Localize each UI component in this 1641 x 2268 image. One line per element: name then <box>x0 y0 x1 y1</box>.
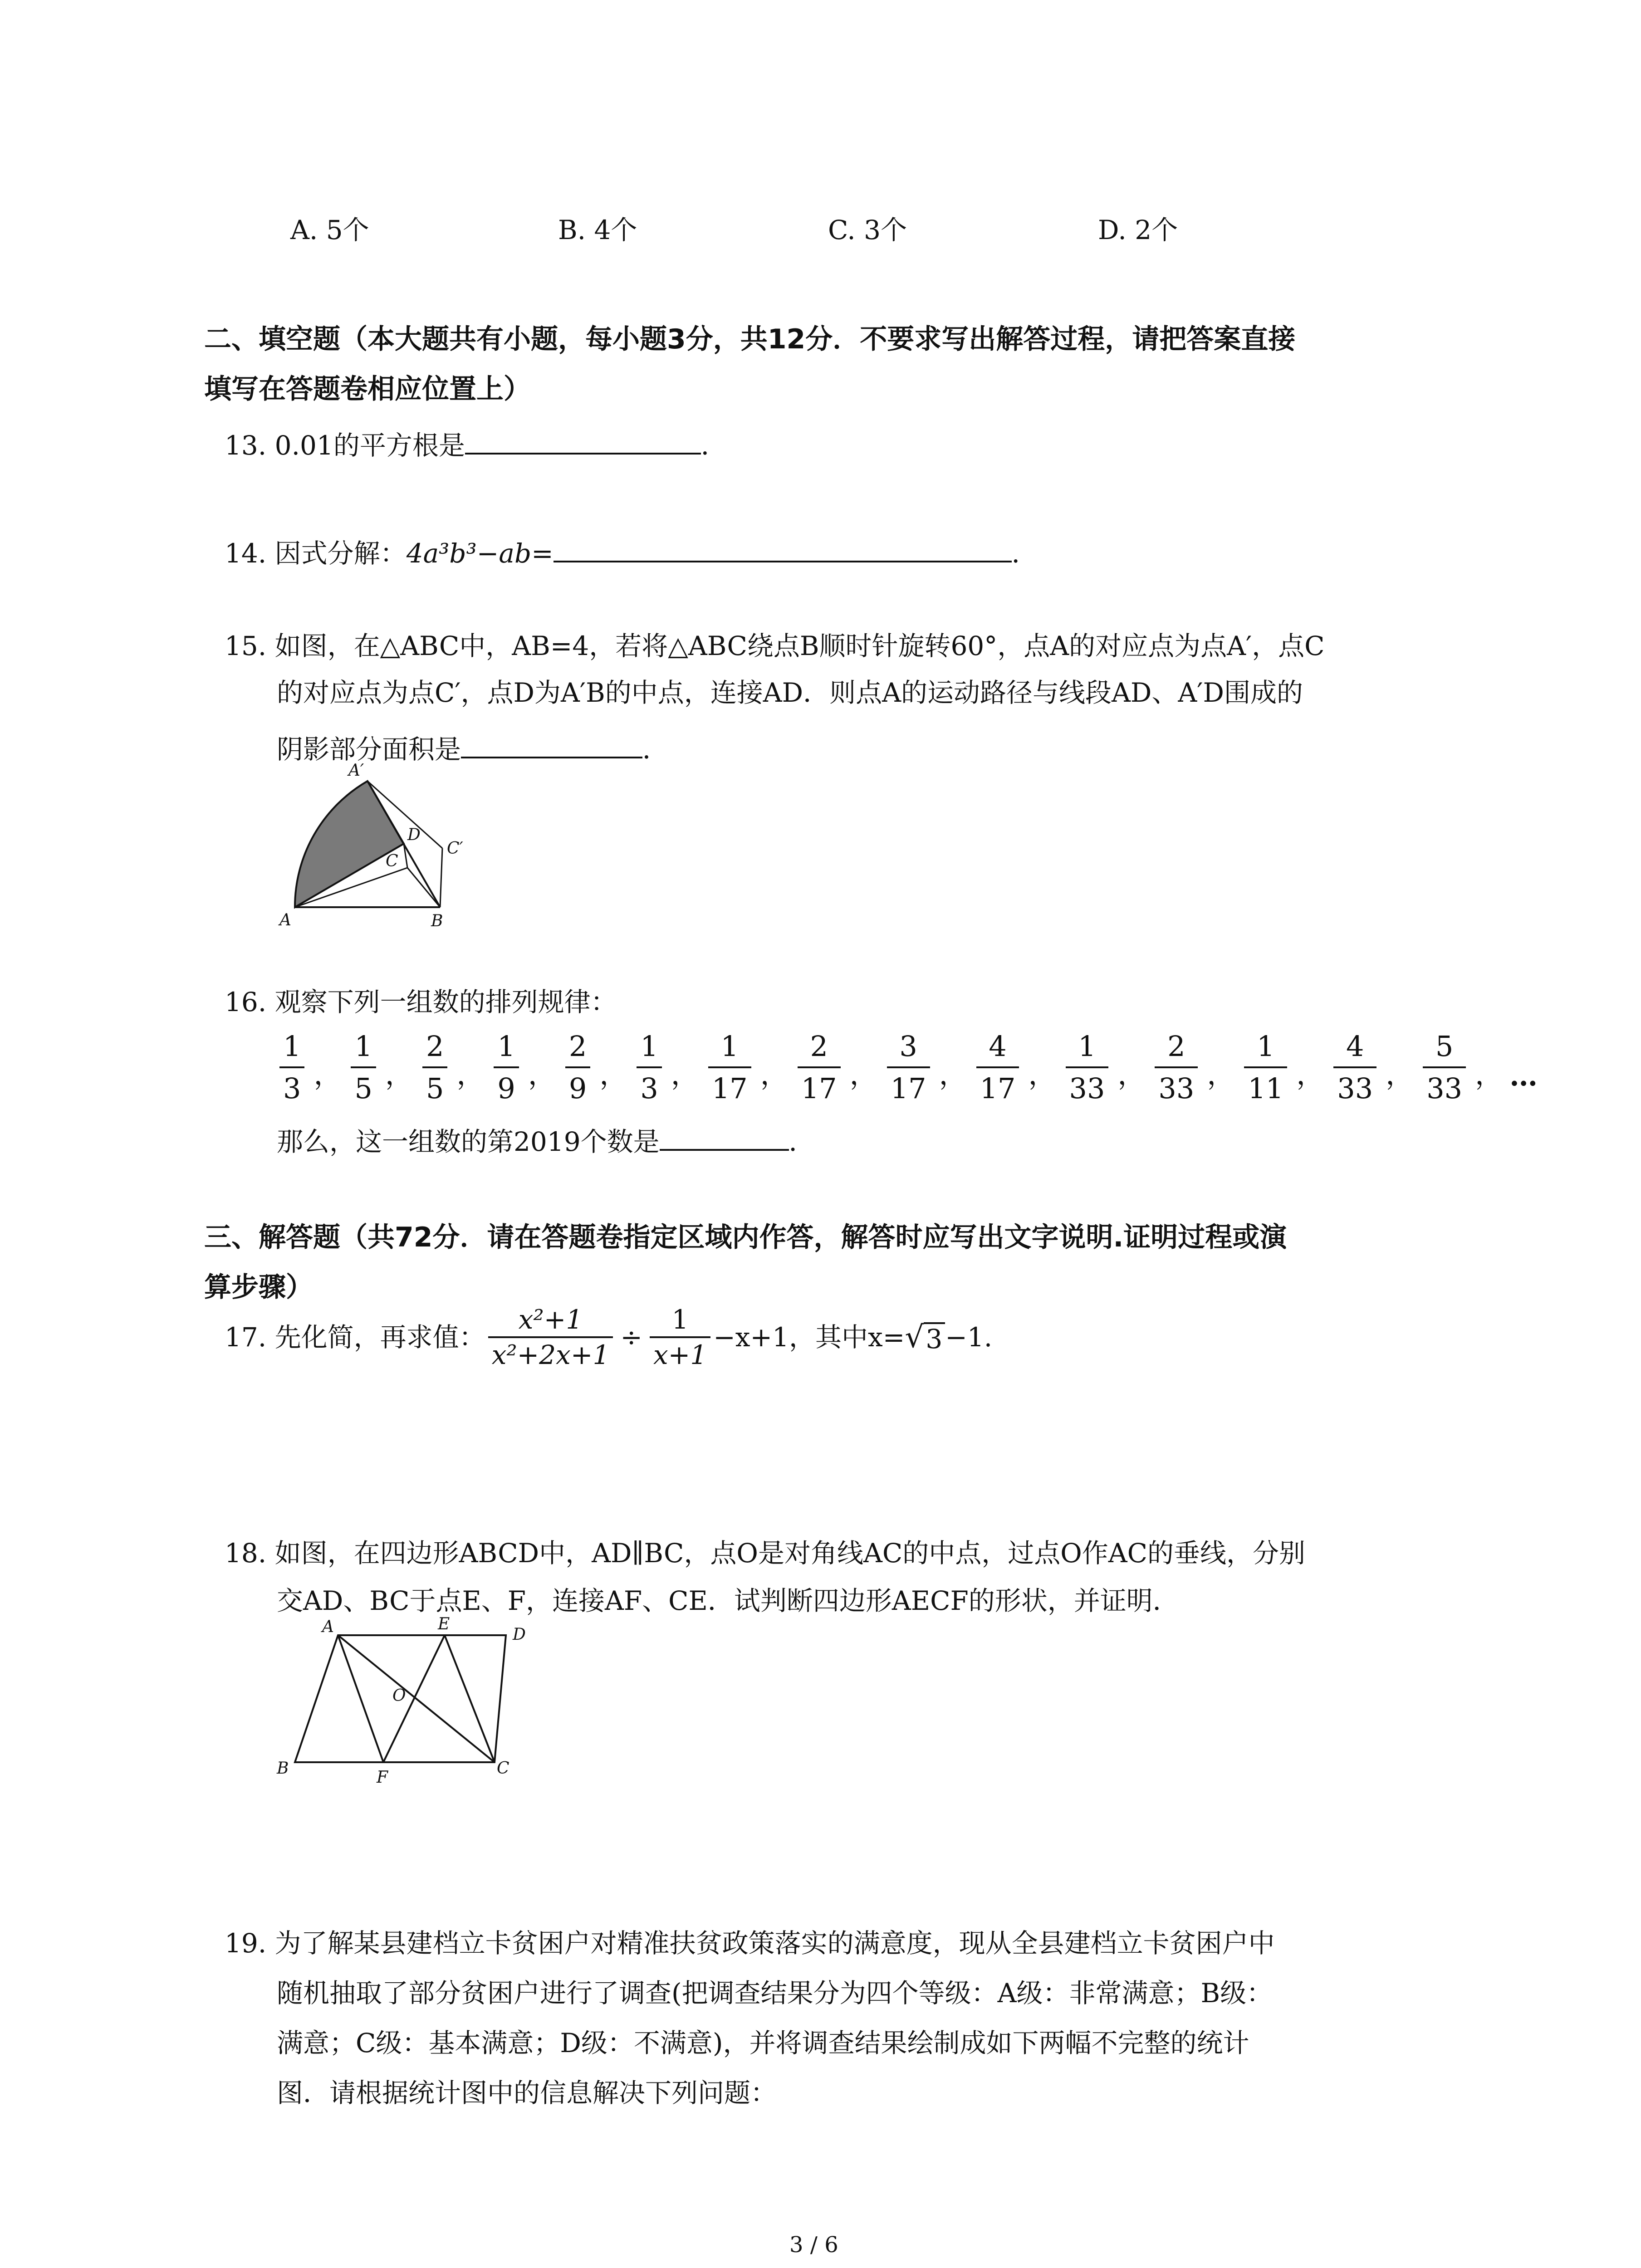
fraction-denominator: 5 <box>354 1072 372 1105</box>
q14-end: ． <box>1011 538 1038 569</box>
sequence-fraction <box>1155 1030 1198 1105</box>
fraction-denominator: 9 <box>568 1072 587 1105</box>
option-d: D. 2个 <box>1098 215 1178 245</box>
sequence-fraction <box>798 1030 841 1105</box>
fraction-numerator: 2 <box>1155 1030 1198 1068</box>
q19-line1: 19. 为了解某县建档立卡贫困户对精准扶贫政策落实的满意度，现从全县建档立卡贫困户中 <box>225 1928 1275 1959</box>
sequence-fraction <box>351 1030 376 1105</box>
fraction-numerator: 2 <box>565 1030 590 1068</box>
sequence-separator: ， <box>1475 1058 1504 1091</box>
label-e: E <box>438 1615 450 1633</box>
label-a: A <box>322 1618 334 1636</box>
q17-frac1-numerator: x²+1 <box>488 1306 613 1338</box>
sequence-fraction <box>1333 1030 1376 1105</box>
fraction-sequence <box>277 1030 1538 1105</box>
sequence-separator: ， <box>760 1058 789 1091</box>
q16-line3 <box>277 1123 815 1155</box>
sequence-fraction <box>565 1030 590 1105</box>
figure-quadrilateral-abcd <box>268 1615 558 1796</box>
sequence-separator: ， <box>1386 1058 1414 1091</box>
sequence-fraction <box>422 1030 447 1105</box>
section2-heading-line2: 填写在答题卷相应位置上） <box>204 373 531 405</box>
fraction-numerator: 5 <box>1423 1030 1466 1068</box>
q17-sqrt: √ 3 <box>905 1322 945 1352</box>
q17-tail: −1. <box>945 1322 993 1353</box>
label-a-prime: A′ <box>348 761 364 780</box>
fraction-denominator: 3 <box>283 1072 301 1105</box>
segment-cb <box>407 868 440 907</box>
q18-line1: 18. 如图，在四边形ABCD中，AD∥BC，点O是对角线AC的中点，过点O作AC的垂线，分别 <box>225 1538 1306 1569</box>
sequence-separator: ， <box>599 1058 628 1091</box>
q17-rest: −x+1，其中x= <box>713 1322 905 1353</box>
fraction-numerator: 4 <box>1333 1030 1376 1068</box>
segment-ce <box>445 1635 495 1762</box>
sequence-separator: ， <box>671 1058 699 1091</box>
sequence-separator: ， <box>1028 1058 1057 1091</box>
question-13 <box>225 426 727 459</box>
q19-line3: 满意；C级：基本满意；D级：不满意)，并将调查结果绘制成如下两幅不完整的统计 <box>277 2028 1249 2058</box>
q18-line2: 交AD、BC于点E、F，连接AF、CE．试判断四边形AECF的形状，并证明． <box>277 1585 1179 1616</box>
q19-line4: 图．请根据统计图中的信息解决下列问题： <box>277 2077 777 2108</box>
label-c: C <box>386 852 398 870</box>
answer-blank-16[interactable] <box>660 1123 789 1151</box>
q17-frac2-denominator: x+1 <box>653 1339 707 1370</box>
sequence-fraction <box>494 1030 519 1105</box>
fraction-denominator: 11 <box>1248 1072 1284 1105</box>
fraction-denominator: 3 <box>640 1072 658 1105</box>
fraction-numerator: 4 <box>976 1030 1019 1068</box>
section3-heading-line1: 三、解答题（共72分．请在答题卷指定区域内作答，解答时应写出文字说明.证明过程或演 <box>204 1222 1287 1253</box>
q14-expression: 4a³b³−ab= <box>406 538 554 569</box>
answer-blank-14[interactable] <box>554 534 1012 562</box>
fraction-denominator: 33 <box>1426 1072 1463 1105</box>
q15-line2: 的对应点为点C′，点D为A′B的中点，连接AD．则点A的运动路径与线段AD、A′D围成的 <box>277 677 1303 708</box>
sequence-separator: ， <box>939 1058 967 1091</box>
fraction-numerator: 1 <box>1066 1030 1109 1068</box>
q13-end: ． <box>700 430 727 461</box>
label-o: O <box>392 1686 406 1705</box>
sequence-fraction <box>708 1030 751 1105</box>
fraction-numerator: 3 <box>887 1030 930 1068</box>
q15-line3-text: 阴影部分面积是 <box>277 734 461 765</box>
sequence-fraction <box>887 1030 930 1105</box>
fraction-denominator: 17 <box>801 1072 837 1105</box>
fraction-denominator: 17 <box>890 1072 926 1105</box>
sequence-separator: ， <box>849 1058 878 1091</box>
fraction-denominator: 33 <box>1158 1072 1195 1105</box>
fraction-numerator: 1 <box>279 1030 304 1068</box>
fraction-denominator: 9 <box>497 1072 515 1105</box>
fraction-numerator: 2 <box>422 1030 447 1068</box>
q15-end: ． <box>642 734 669 765</box>
question-17 <box>225 1306 992 1368</box>
page-number: 3 / 6 <box>789 2232 838 2258</box>
fraction-numerator: 1 <box>351 1030 376 1068</box>
section3-heading-line2: 算步骤） <box>204 1271 313 1303</box>
sequence-separator: ， <box>314 1058 342 1091</box>
segment-c-prime-b <box>440 848 442 907</box>
answer-blank-15[interactable] <box>461 730 642 758</box>
fraction-denominator: 33 <box>1069 1072 1105 1105</box>
q16-line3-text: 那么，这一组数的第2019个数是 <box>277 1126 660 1157</box>
label-b: B <box>277 1759 289 1778</box>
label-c-prime: C′ <box>447 839 463 858</box>
fraction-numerator: 1 <box>637 1030 661 1068</box>
sequence-fraction <box>1244 1030 1287 1105</box>
q14-prefix: 14. 因式分解： <box>225 538 407 569</box>
sequence-fraction <box>279 1030 304 1105</box>
answer-blank-13[interactable] <box>465 426 701 455</box>
fraction-denominator: 17 <box>980 1072 1016 1105</box>
q17-frac2-numerator: 1 <box>650 1306 710 1338</box>
q17-fraction-2 <box>650 1306 710 1368</box>
sequence-ellipsis: … <box>1509 1059 1538 1092</box>
fraction-numerator: 1 <box>708 1030 751 1068</box>
fraction-denominator: 33 <box>1337 1072 1373 1105</box>
fraction-numerator: 1 <box>494 1030 519 1068</box>
sequence-separator: ， <box>1296 1058 1325 1091</box>
q16-line1: 16. 观察下列一组数的排列规律： <box>225 987 617 1017</box>
sequence-separator: ， <box>1117 1058 1146 1091</box>
sequence-fraction <box>1066 1030 1109 1105</box>
label-d: D <box>513 1625 526 1644</box>
sequence-separator: ， <box>456 1058 485 1091</box>
fraction-numerator: 1 <box>1244 1030 1287 1068</box>
sequence-separator: ， <box>1207 1058 1235 1091</box>
fraction-denominator: 5 <box>426 1072 444 1105</box>
label-c: C <box>497 1759 509 1778</box>
sequence-fraction <box>1423 1030 1466 1105</box>
option-a: A. 5个 <box>290 215 369 245</box>
q16-end: ． <box>789 1126 815 1157</box>
q17-frac1-denominator: x²+2x+1 <box>491 1339 610 1370</box>
option-b: B. 4个 <box>558 215 637 245</box>
q17-prefix: 17. 先化简，再求值： <box>225 1322 485 1353</box>
label-d: D <box>407 826 421 844</box>
sequence-separator: ， <box>528 1058 556 1091</box>
section2-heading-line1: 二、填空题（本大题共有小题，每小题3分，共12分．不要求写出解答过程，请把答案直接 <box>204 323 1296 355</box>
fraction-numerator: 2 <box>798 1030 841 1068</box>
fraction-denominator: 17 <box>711 1072 748 1105</box>
sequence-separator: ， <box>385 1058 413 1091</box>
label-f: F <box>377 1768 388 1787</box>
sequence-fraction <box>976 1030 1019 1105</box>
question-14 <box>225 534 1038 567</box>
sequence-fraction <box>637 1030 661 1105</box>
q17-sqrt-radicand: 3 <box>924 1322 945 1352</box>
label-a: A <box>279 911 291 929</box>
q19-line2: 随机抽取了部分贫困户进行了调查(把调查结果分为四个等级：A级：非常满意；B级： <box>277 1978 1273 2009</box>
q17-divide: ÷ <box>620 1322 642 1353</box>
q15-line1: 15. 如图，在△ABC中，AB=4，若将△ABC绕点B顺时针旋转60°，点A的对应点为点A′，点C <box>225 631 1325 661</box>
figure-rotation-triangle <box>263 758 499 934</box>
option-c: C. 3个 <box>828 215 907 245</box>
label-b: B <box>431 912 443 930</box>
q17-fraction-1 <box>488 1306 613 1368</box>
q13-text: 13. 0.01的平方根是 <box>225 430 465 461</box>
